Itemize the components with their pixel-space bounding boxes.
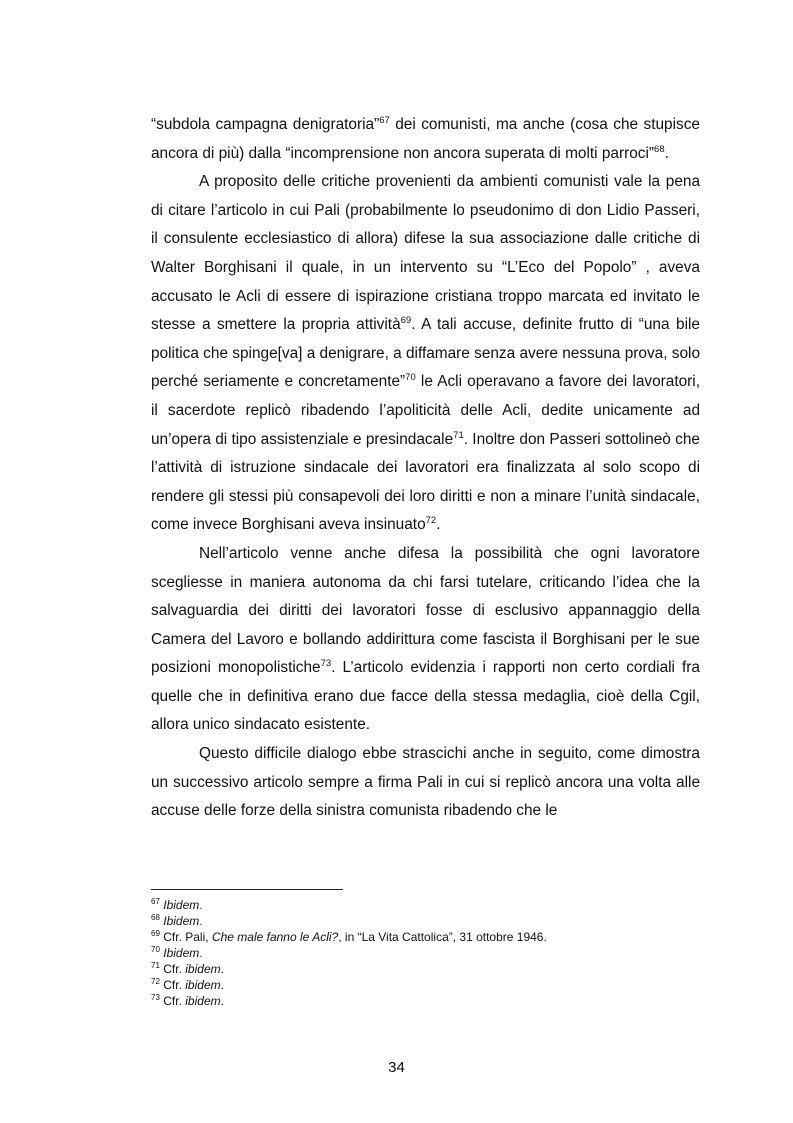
text-run: . [220,994,224,1008]
text-run: Cfr. [163,994,186,1008]
footnote [151,913,711,929]
footnote [151,929,711,945]
footnote-number: 73 [151,993,160,1002]
body-text [151,111,700,826]
footnote [151,945,711,961]
text-run: . L’articolo evidenzia i rapporti non certo cordiali fra quelle che in definitiva erano due facce della stessa medaglia, cioè della Cgil, allora unico sindacato esistente. [151,659,700,734]
italic-text: ibidem [185,978,221,992]
footnote-reference: 73 [320,658,332,670]
text-run: . [436,516,441,534]
page-number: 34 [388,1059,405,1076]
text-run: Cfr. [163,962,186,976]
footnote-reference: 71 [453,429,464,441]
text-run: Questo difficile dialogo ebbe strascichi anche in seguito, come dimostra un successivo articolo sempre a firma Pali in cui si replicò ancora una volta alle accuse delle forze della sinistra comunista ribadendo che le [151,745,700,820]
text-run: dei comunisti, ma anche (cosa che stupisce ancora di più) dalla “incomprensione non ancora superata di molti parroci” [151,116,700,162]
paragraph [151,111,700,168]
text-run: , in “La Vita Cattolica”, 31 ottobre 1946. [338,930,547,944]
footnote-number: 68 [151,913,160,922]
italic-text: Ibidem [163,898,200,912]
text-run: . [664,144,669,162]
text-run: . [220,978,224,992]
footnote-separator [151,889,343,890]
footnote [151,961,711,977]
text-run: . [199,946,203,960]
footnote-reference: 70 [405,372,416,384]
footnote-number: 71 [151,961,160,970]
paragraph [151,740,700,826]
footnote-number: 67 [151,897,160,906]
italic-text: ibidem [185,962,221,976]
footnote-reference: 69 [400,315,412,327]
paragraph [151,540,700,740]
footnote-reference: 68 [654,143,665,155]
footnote-reference: 67 [379,114,390,126]
footnote-number: 69 [151,929,160,938]
text-run: Nell’articolo venne anche difesa la possibilità che ogni lavoratore scegliesse in maniera autonoma da chi farsi tutelare, criticando l’idea che la salvaguardia dei diritti dei lavoratori fosse di esclusivo appannaggio della Camera del Lavoro e bollando addirittura come fascista il Borghisani per le sue posizioni monopolistiche [151,544,700,677]
italic-text: ibidem [185,994,221,1008]
text-run: “subdola campagna denigratoria” [151,116,380,133]
footnote-reference: 72 [425,515,437,527]
text-run: Cfr. Pali, [163,930,212,944]
text-run: . [199,914,203,928]
text-run: . A tali accuse, definite frutto di “una bile politica che spinge[va] a denigrare, a diffamare senza avere nessuna prova, solo perché seriamente e concretamente” [151,316,700,391]
italic-text: Che male fanno le Acli? [211,930,339,944]
text-run: Cfr. [163,978,186,992]
paragraph [151,168,700,540]
footnote [151,977,711,993]
text-run: . [220,962,224,976]
text-run: . Inoltre don Passeri sottolineò che l’attività di istruzione sindacale dei lavoratori era finalizzata al solo scopo di rendere gli stessi più consapevoli dei loro diritti e non a minare l’unità sindacale, come invece Borghisani aveva insinuato [151,430,700,534]
text-run: A proposito delle critiche provenienti da ambienti comunisti vale la pena di citare l’articolo in cui Pali (probabilmente lo pseudonimo di don Lidio Passeri, il consulente ecclesiastico di allora) difese la sua associazione dalle critiche di Walter Borghisani il quale, in un intervento su “L’Eco del Popolo” , aveva accusato le Acli di essere di ispirazione cristiana troppo marcata ed invitato le stesse a smettere la propria attività [151,173,700,334]
footnotes [151,897,711,1009]
italic-text: Ibidem [163,914,200,928]
footnote-number: 72 [151,977,160,986]
footnote [151,897,711,913]
footnote-number: 70 [151,945,160,954]
footnote [151,993,711,1009]
text-run: le Acli operavano a favore dei lavoratori, il sacerdote replicò ribadendo l’apoliticità delle Acli, dedite unicamente ad un’opera di tipo assistenziale e presindacale [151,373,700,448]
italic-text: Ibidem [163,946,200,960]
text-run: . [199,898,203,912]
